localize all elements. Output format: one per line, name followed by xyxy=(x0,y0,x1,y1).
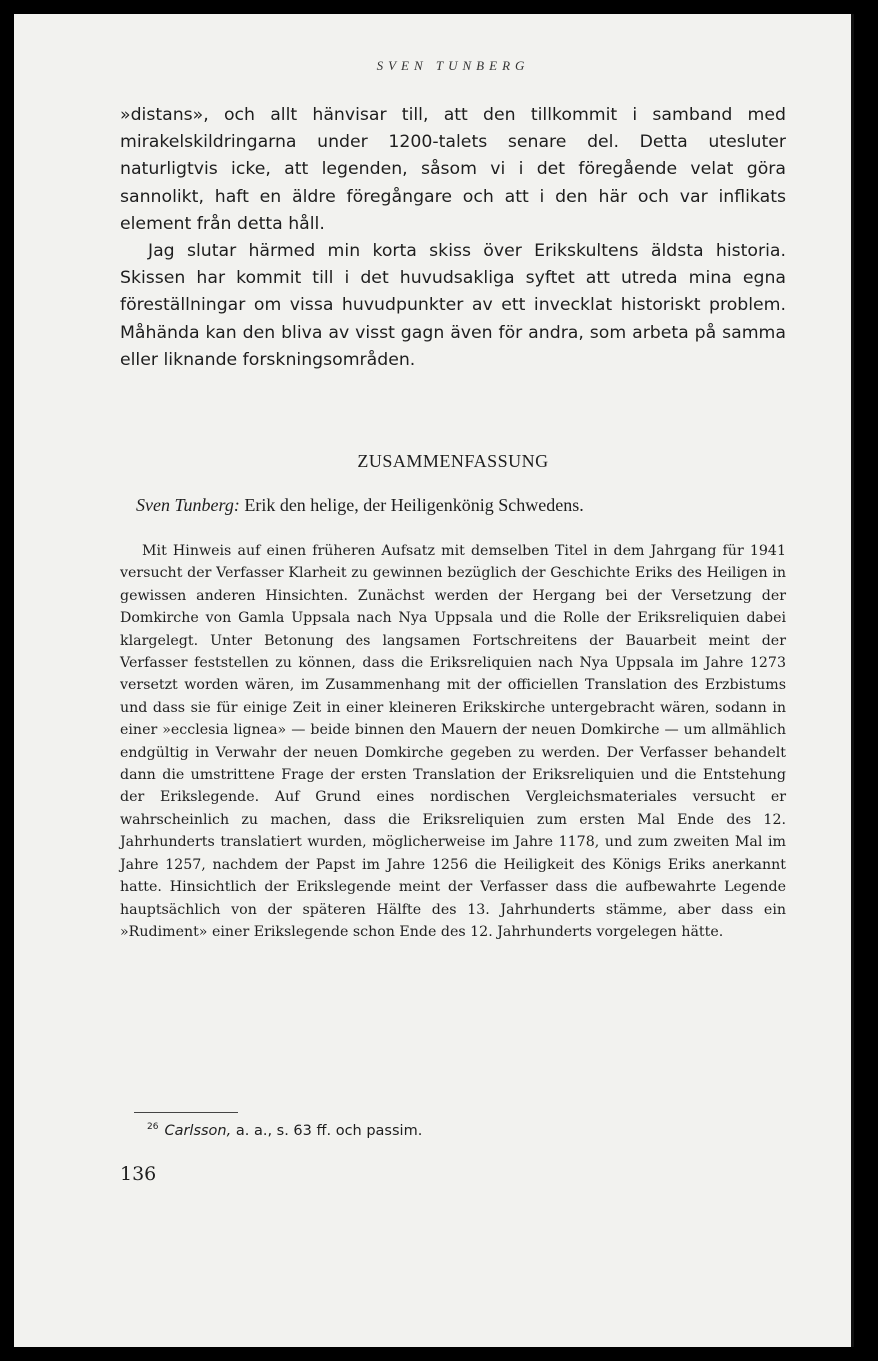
swedish-text-block xyxy=(120,102,786,374)
byline xyxy=(120,495,786,516)
footnote-author: Carlsson, xyxy=(164,1123,232,1139)
footnote-rule xyxy=(134,1112,238,1113)
swedish-paragraph-1: »distans», och allt hänvisar till, att den tillkommit i samband med mirakelskildringarna under 1200-talets senare del. Detta utesluter naturligtvis icke, att legenden, såsom vi i det föregående velat göra sannolikt, haft en äldre föregångare och att i den här och var inflikats element från detta håll. xyxy=(120,105,786,234)
german-paragraph: Mit Hinweis auf einen früheren Aufsatz mit demselben Titel in dem Jahrgang für 1941 versucht der Verfasser Klarheit zu gewinnen bezüglich der Geschichte Eriks des Heiligen in gewissen anderen Hinsichten. Zunächst werden der Hergang bei der Versetzung der Domkirche von Gamla Uppsala nach Nya Uppsala und die Rolle der Eriksreliquien dabei klargelegt. Unter Betonung des langsamen Fortschreitens der Bauarbeit meint der Verfasser feststellen zu können, dass die Eriksreliquien nach Nya Uppsala im Jahre 1273 versetzt worden wären, im Zusammenhang mit der officiellen Translation des Erzbistums und dass sie für einige Zeit in einer kleineren Erikskirche untergebracht wären, sodann in einer »ecclesia lignea» — beide binnen den Mauern der neuen Domkirche — um allmählich endgültig in Verwahr der neuen Domkirche gegeben zu werden. Der Verfasser behandelt dann die umstrittene Frage der ersten Translation der Eriksreliquien und die Entstehung der Erikslegende. Auf Grund eines nordischen Vergleichsmateriales versucht er wahrscheinlich zu machen, dass die Eriksreliquien zum ersten Mal Ende des 12. Jahrhunderts translatiert wurden, möglicherweise im Jahre 1178, und zum zweiten Mal im Jahre 1257, nachdem der Papst im Jahre 1256 die Heiligkeit des Königs Eriks anerkannt hatte. Hinsichtlich der Erikslegende meint der Verfasser dass die aufbewahrte Legende hauptsächlich von der späteren Hälfte des 13. Jahrhunderts stämme, aber dass ein »Rudiment» einer Erikslegende schon Ende des 12. Jahrhunderts vorgelegen hätte. xyxy=(120,543,786,940)
footnote-number: 26 xyxy=(147,1122,159,1132)
byline-title: Erik den helige, der Heiligenkönig Schwedens. xyxy=(244,495,584,515)
running-head: SVEN TUNBERG xyxy=(376,58,530,73)
page-number: 136 xyxy=(120,1163,157,1185)
byline-author: Sven Tunberg: xyxy=(136,495,240,515)
footnote-text: a. a., s. 63 ff. och passim. xyxy=(231,1123,423,1139)
section-title: ZUSAMMENFASSUNG xyxy=(357,451,549,471)
german-summary xyxy=(120,540,786,943)
footnote xyxy=(147,1122,422,1139)
swedish-paragraph-2: Jag slutar härmed min korta skiss över Erikskultens äldsta historia. Skissen har kommit till i det huvudsakliga syftet att utreda mina egna föreställningar om vissa huvudpunkter av ett invecklat historiskt problem. Måhända kan den bliva av visst gagn även för andra, som arbeta på samma eller liknande forskningsområden. xyxy=(120,241,786,370)
